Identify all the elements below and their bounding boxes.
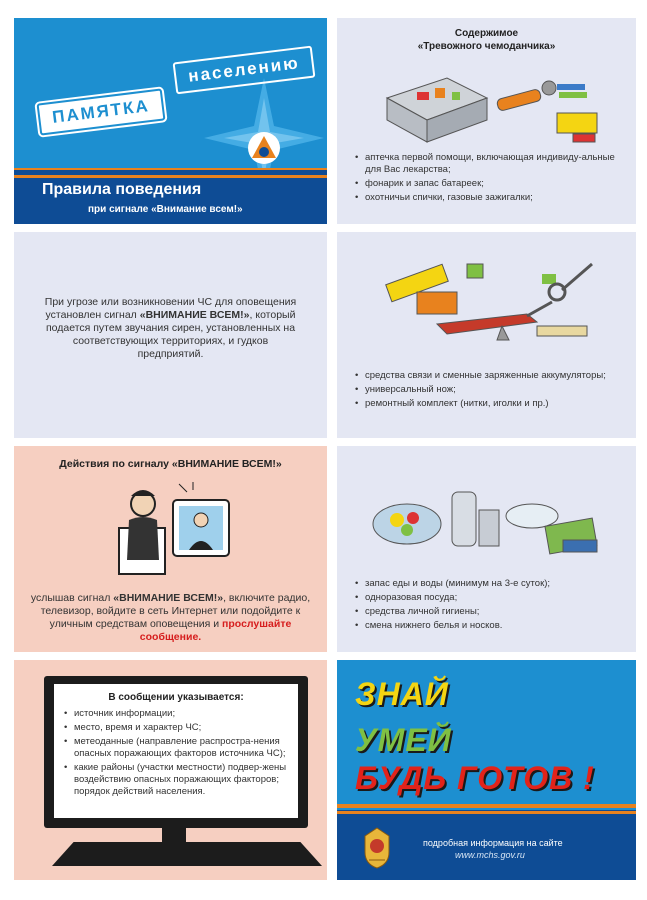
first-aid-kit-flashlight-icon [377, 58, 607, 148]
text-bold: «ВНИМАНИЕ ВСЕМ!» [113, 592, 224, 604]
monitor-stand-base [52, 842, 322, 866]
emblem-icon [359, 826, 395, 870]
signal-info-text [42, 296, 299, 361]
tag-naseleniyu: населению [173, 46, 316, 95]
kit-list-2 [355, 370, 618, 412]
message-card [14, 660, 327, 880]
actions-title: Действия по сигналу «ВНИМАНИЕ ВСЕМ!» [59, 458, 282, 470]
text-red: прослушайте сообщение. [139, 618, 292, 643]
list-item: • средства связи и сменные заряженные аккумуляторы; [355, 370, 618, 382]
text-part: , включите радио, телевизор, войдите в сеть Интернет или подойдите к уличным средствам оповещения и [40, 592, 311, 630]
actions-text [30, 592, 311, 644]
orange-stripe-2 [14, 175, 327, 178]
site-link[interactable]: www.mchs.gov.ru [455, 850, 525, 860]
list-item: • источник информации; [64, 708, 288, 720]
orange-stripe-2 [337, 811, 636, 814]
signal-info-card [14, 232, 327, 438]
monitor-frame [44, 676, 308, 828]
slogan-bud-gotov: БУДЬ ГОТОВ ! [355, 760, 595, 796]
list-item: • смена нижнего белья и носков. [355, 620, 618, 632]
kit-list-3 [355, 578, 618, 634]
kit-list-1 [355, 152, 618, 206]
text-bold: «ВНИМАНИЕ ВСЕМ!» [139, 309, 250, 321]
monitor-screen [54, 684, 298, 818]
list-item: • аптечка первой помощи, включающая индивиду-альные для Вас лекарства; [355, 152, 618, 176]
slogan-umei: УМЕЙ [355, 722, 452, 758]
tools-knife-scissors-icon [377, 254, 607, 354]
list-item: • одноразовая посуда; [355, 592, 618, 604]
slogan-card [337, 660, 636, 880]
monitor-stand-neck [162, 828, 186, 842]
list-item: • охотничьи спички, газовые зажигалки; [355, 192, 618, 204]
food-hygiene-clothes-icon [367, 474, 607, 564]
slogan-znai: ЗНАЙ [355, 676, 449, 712]
list-item: • универсальный нож; [355, 384, 618, 396]
actions-card [14, 446, 327, 652]
list-item: • какие районы (участки местности) подвер-жены воздействию опасных поражающих факторов; порядок действий населения. [64, 762, 288, 798]
orange-stripe [337, 804, 636, 808]
kit-card-1 [337, 18, 636, 224]
kit-card-2 [337, 232, 636, 438]
list-item: • ремонтный комплект (нитки, иголки и пр.) [355, 398, 618, 410]
kit-title-line1: Содержимое [454, 28, 519, 39]
list-item: • метеоданные (направление распростра-нения опасных поражающих факторов источника ЧС); [64, 736, 288, 760]
list-item: • запас еды и воды (минимум на 3-е суток); [355, 578, 618, 590]
list-item: • средства личной гигиены; [355, 606, 618, 618]
text-part: , который подается путем звучания сирен, установленных на соответствующих территориях, и гудков предприятий. [45, 309, 296, 360]
message-list [64, 708, 288, 800]
cover-subtitle: при сигнале «Внимание всем!» [88, 204, 243, 215]
text-part: услышав сигнал [30, 592, 114, 604]
tag-pamyatka: ПАМЯТКА [37, 88, 166, 135]
kit-card-3 [337, 446, 636, 652]
cover-card [14, 18, 327, 224]
man-watching-tv-icon [109, 480, 239, 580]
text-part: При угрозе или возникновении ЧС для оповещения установлен сигнал [44, 296, 297, 321]
list-item: • место, время и характер ЧС; [64, 722, 288, 734]
kit-title-line2: «Тревожного чемоданчика» [417, 41, 556, 52]
cover-title: Правила поведения [42, 181, 202, 198]
message-title: В сообщении указывается: [108, 692, 244, 703]
info-text: подробная информация на сайте [423, 838, 563, 848]
list-item: • фонарик и запас батареек; [355, 178, 618, 190]
